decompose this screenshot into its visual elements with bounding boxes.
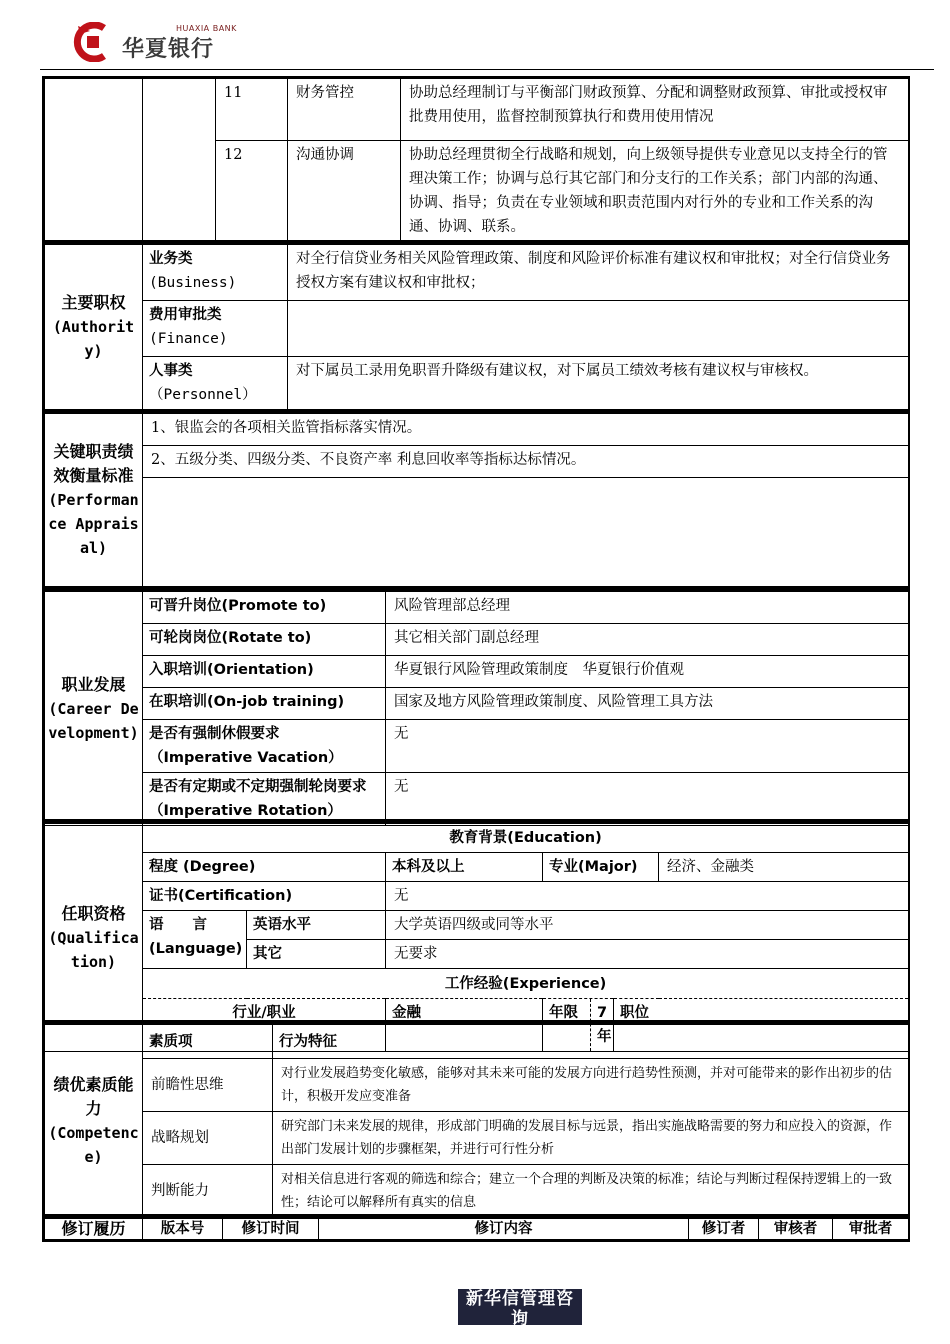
career-section [42, 589, 910, 821]
degree-label: 程度 (Degree) [143, 853, 386, 882]
career-value: 其它相关部门副总经理 [386, 624, 909, 656]
revision-col-date: 修订时间 [223, 1219, 319, 1240]
career-value: 风险管理部总经理 [386, 592, 909, 624]
years-value: 7年 [597, 1005, 612, 1045]
kpi-label-cn: 关键职责绩效衡量标准 [53, 442, 134, 485]
sinotrust-logo-en: SINOTRUST [475, 1329, 565, 1342]
qualification-label-cn: 任职资格 [61, 903, 126, 923]
authority-category [143, 301, 288, 357]
revision-col-content: 修订内容 [319, 1219, 689, 1240]
bank-name-en: HUAXIA BANK [176, 24, 237, 33]
revision-section [42, 1216, 910, 1242]
qualification-label [45, 824, 143, 1052]
competence-item: 判断能力 [143, 1165, 273, 1218]
competence-label-en: (Competence) [48, 1124, 139, 1166]
certification-value: 无 [386, 882, 909, 911]
authority-label-en: (Authority) [52, 318, 135, 360]
other-language-label: 其它 [247, 940, 386, 969]
duties-label-cell [45, 79, 143, 242]
huaxia-bank-logo [70, 22, 240, 66]
header-rule [40, 69, 934, 70]
bank-name-cn: 华夏银行 [122, 37, 215, 62]
career-value: 无 [386, 720, 909, 773]
career-label-en: (Career Development) [48, 699, 139, 742]
duty-name: 沟通协调 [288, 141, 401, 242]
career-key: 可晋升岗位(Promote to) [143, 592, 386, 624]
competence-behavior: 研究部门未来发展的规律，形成部门明确的发展目标与远景，指出实施战略需要的努力和应投入的资源，作出部门发展计划的步骤框架，并进行可行性分析 [273, 1112, 909, 1165]
authority-section [42, 242, 910, 411]
revision-col-approver: 审批者 [833, 1219, 909, 1240]
duty-no: 12 [216, 141, 288, 242]
experience-title: 工作经验(Experience) [143, 969, 909, 999]
revision-col-version: 版本号 [143, 1219, 223, 1240]
career-key: 可轮岗岗位(Rotate to) [143, 624, 386, 656]
revision-col-reviewer: 审核者 [759, 1219, 833, 1240]
duties-section [42, 76, 910, 242]
revision-col-editor: 修订者 [689, 1219, 759, 1240]
education-title: 教育背景(Education) [143, 824, 909, 853]
english-level-value: 大学英语四级或同等水平 [386, 911, 909, 940]
sinotrust-logo-cn: 新华信管理咨询 [466, 1289, 574, 1329]
category-cn: 费用审批类 [149, 307, 222, 323]
career-label-cn: 职业发展 [61, 674, 126, 694]
authority-label [45, 245, 143, 410]
competence-col-item: 素质项 [143, 1025, 273, 1059]
major-value: 经济、金融类 [659, 853, 909, 882]
authority-desc [288, 301, 909, 357]
kpi-section [42, 411, 910, 589]
competence-section [42, 1022, 910, 1216]
industry-label: 行业/职业 [143, 999, 386, 1052]
kpi-item: 1、银监会的各项相关监管指标落实情况。 [143, 414, 909, 446]
sinotrust-logo [458, 1289, 582, 1342]
industry-value: 金融 [386, 999, 543, 1052]
duty-no: 11 [216, 79, 288, 141]
other-language-value: 无要求 [386, 940, 909, 969]
competence-col-behavior: 行为特征 [273, 1025, 909, 1059]
career-key: 是否有强制休假要求（Imperative Vacation） [143, 720, 386, 773]
duty-desc: 协助总经理贯彻全行战略和规划，向上级领导提供专业意见以支持全行的管理决策工作；协调与总行其它部门和分支行的工作关系；部门内部的沟通、协调、指导；负责在专业领域和职责范围内对行外的专业和工作关系的沟通、协调、联系。 [401, 141, 909, 242]
competence-behavior: 对相关信息进行客观的筛选和综合；建立一个合理的判断及决策的标准；结论与判断过程保持逻辑上的一致性；结论可以解释所有真实的信息 [273, 1165, 909, 1218]
position-label: 职位 [614, 999, 909, 1052]
authority-category [143, 245, 288, 301]
degree-value: 本科及以上 [386, 853, 543, 882]
competence-behavior: 对行业发展趋势变化敏感，能够对其未来可能的发展方向进行趋势性预测，并对可能带来的影作出初步的估计，积极开发应变准备 [273, 1059, 909, 1112]
career-key: 是否有定期或不定期强制轮岗要求（Imperative Rotation） [143, 773, 386, 826]
duty-desc: 协助总经理制订与平衡部门财政预算、分配和调整财政预算、审批或授权审批费用使用，监督控制预算执行和费用使用情况 [401, 79, 909, 141]
authority-label-cn: 主要职权 [61, 293, 126, 312]
authority-desc: 对下属员工录用免职晋升降级有建议权，对下属员工绩效考核有建议权与审核权。 [288, 357, 909, 410]
qualification-label-en: (Qualification) [48, 928, 139, 971]
authority-category [143, 357, 288, 410]
english-level-label: 英语水平 [247, 911, 386, 940]
category-cn: 业务类 [149, 251, 193, 267]
revision-label: 修订履历 [45, 1219, 143, 1240]
years-label: 年限 [543, 999, 591, 1051]
career-value: 无 [386, 773, 909, 826]
competence-label [45, 1025, 143, 1218]
competence-label-cn: 绩优素质能 力 [53, 1075, 134, 1118]
career-value: 国家及地方风险管理政策制度、风险管理工具方法 [386, 688, 909, 720]
category-cn: 人事类 [149, 363, 193, 379]
competence-item: 战略规划 [143, 1112, 273, 1165]
kpi-label [45, 414, 143, 587]
authority-desc: 对全行信贷业务相关风险管理政策、制度和风险评价标准有建议权和审批权；对全行信贷业务授权方案有建议权和审批权； [288, 245, 909, 301]
career-key: 在职培训(On-job training) [143, 688, 386, 720]
duties-group-cell [143, 79, 216, 242]
career-value: 华夏银行风险管理政策制度 华夏银行价值观 [386, 656, 909, 688]
competence-item: 前瞻性思维 [143, 1059, 273, 1112]
category-en: (Finance) [149, 331, 228, 347]
career-label [45, 592, 143, 826]
kpi-label-en: (Performance Appraisal) [48, 491, 139, 557]
career-key: 入职培训(Orientation) [143, 656, 386, 688]
kpi-item: 2、五级分类、四级分类、不良资产率 利息回收率等指标达标情况。 [143, 446, 909, 478]
category-en: (Business) [149, 275, 237, 291]
language-label: 语 言(Language) [143, 911, 247, 969]
huaxia-bank-emblem-icon [70, 22, 116, 62]
duty-name: 财务管控 [288, 79, 401, 141]
certification-label: 证书(Certification) [143, 882, 386, 911]
kpi-empty-cell [143, 478, 909, 587]
major-label: 专业(Major) [543, 853, 659, 882]
category-en: （Personnel） [149, 387, 257, 403]
